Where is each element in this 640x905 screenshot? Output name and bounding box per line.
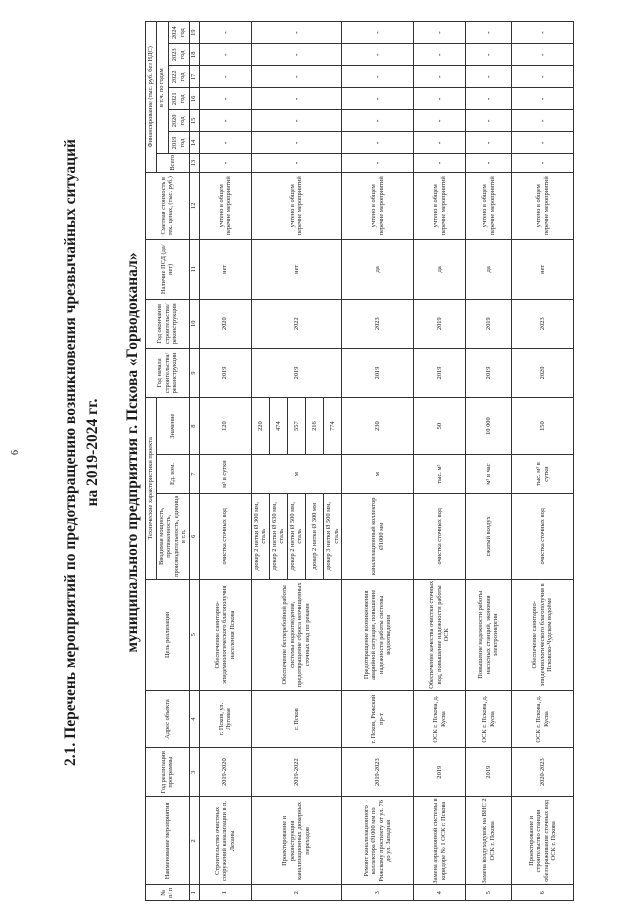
header-name: Наименование мероприятия: [146, 797, 190, 885]
header-year: Год реализации программы: [146, 748, 190, 797]
measure-name: Проектирование и реконструкция канализационных дюкерных переходов: [251, 797, 341, 885]
financing-cell: -: [251, 22, 341, 44]
financing-cell: -: [251, 110, 341, 132]
column-number: 13: [189, 154, 199, 172]
measure-name: Замена аэрационной системы в коридоре № 1 ОСК г. Пскова: [414, 797, 466, 885]
column-number: 19: [189, 22, 199, 44]
implementation-goal: Предотвращение возникновения аварийной ситуации, повышение надежности работы системы водоотведения: [342, 579, 414, 690]
object-address: ОСК г. Пскова, д. Кусва: [414, 691, 466, 748]
header-2022: 2022 год: [168, 66, 189, 88]
value: 220: [251, 398, 269, 455]
implementation-years: 2020-2023: [512, 748, 574, 797]
financing-cell: -: [512, 154, 574, 172]
header-value: Значение: [156, 398, 189, 455]
object-address: г. Псков: [251, 691, 341, 748]
financing-cell: -: [342, 132, 414, 154]
estimated-cost: учтено в общем перечне мероприятий: [342, 172, 414, 239]
financing-cell: -: [414, 22, 466, 44]
start-year: 2020: [512, 348, 574, 397]
title-line-2: на 2019-2024 гг.: [84, 398, 101, 507]
column-number: 17: [189, 66, 199, 88]
psd-flag: да: [414, 239, 466, 299]
table-row: [466, 22, 512, 901]
financing-cell: -: [512, 66, 574, 88]
financing-cell: -: [466, 154, 512, 172]
table-row: [251, 22, 269, 901]
header-goal: Цель реализации: [146, 579, 190, 690]
financing-cell: -: [342, 66, 414, 88]
tech-power: очистка сточных вод: [512, 494, 574, 580]
estimated-cost: учтено в общем перечне мероприятий: [199, 172, 251, 239]
column-number: 16: [189, 88, 199, 110]
financing-cell: -: [251, 66, 341, 88]
column-number: 5: [189, 579, 199, 690]
header-num: № п/ п: [146, 885, 190, 901]
table-row: [414, 22, 466, 901]
financing-cell: -: [512, 44, 574, 66]
implementation-years: 2019-2022: [251, 748, 341, 797]
unit: м: [251, 455, 341, 494]
header-psd: Наличие ПСД (да/нет): [146, 239, 190, 299]
column-number: 7: [189, 455, 199, 494]
header-total: Всего: [156, 154, 189, 172]
header-2021: 2021 год: [168, 88, 189, 110]
financing-cell: -: [466, 44, 512, 66]
measure-name: Замена воздуходувок на ВНС 2 ОСК г. Пскова: [466, 797, 512, 885]
financing-cell: -: [251, 44, 341, 66]
object-address: ОСК г. Пскова, д. Кусва: [512, 691, 574, 748]
value: 557: [287, 398, 305, 455]
implementation-goal: Обеспечение санитарно-эпидемиологического благополучия в Псковско-Чудском водоёме: [512, 579, 574, 690]
psd-flag: да: [466, 239, 512, 299]
financing-cell: -: [414, 44, 466, 66]
row-number: 4: [414, 885, 466, 901]
end-year: 2020: [199, 299, 251, 348]
financing-cell: -: [342, 88, 414, 110]
column-number: 15: [189, 110, 199, 132]
value: 120: [199, 398, 251, 455]
header-unit: Ед. изм.: [156, 455, 189, 494]
header-address: Адрес объекта: [146, 691, 190, 748]
row-number: 6: [512, 885, 574, 901]
implementation-years: 2019-2020: [199, 748, 251, 797]
table-row: [512, 22, 574, 901]
financing-cell: -: [199, 44, 251, 66]
start-year: 2019: [199, 348, 251, 397]
header-fin-sub: в т.ч. по годам: [156, 22, 168, 154]
title-line-1: 2.1. Перечень мероприятий по предотвращению возникновения чрезвычайных ситуаций: [62, 139, 79, 766]
column-number: 10: [189, 299, 199, 348]
header-2023: 2023 год: [168, 44, 189, 66]
row-number: 1: [199, 885, 251, 901]
header-cost: Сметная стоимость в тек. ценах, (тыс. руб.): [146, 172, 190, 239]
financing-cell: -: [199, 88, 251, 110]
value: 230: [342, 398, 414, 455]
unit: тыс. м³ в сутки: [512, 455, 574, 494]
start-year: 2019: [414, 348, 466, 397]
header-tech-power: Вводимая мощность, протяженность, производительность, единица в т.п.: [156, 494, 189, 580]
measure-name: Проектирование и строительство станции обеззараживания сточных вод ОСК г. Пскова: [512, 797, 574, 885]
financing-cell: -: [414, 88, 466, 110]
financing-cell: -: [199, 22, 251, 44]
value: 10 000: [466, 398, 512, 455]
estimated-cost: учтено в общем перечне мероприятий: [251, 172, 341, 239]
header-2020: 2020 год: [168, 110, 189, 132]
object-address: г. Псков, ул. Луговая: [199, 691, 251, 748]
title-line-3: муниципального предприятия г. Пскова «Горводоканал»: [124, 252, 141, 653]
end-year: 2023: [342, 299, 414, 348]
column-number: 11: [189, 239, 199, 299]
financing-cell: -: [414, 66, 466, 88]
measure-name: Ремонт канализационного коллектора Ø1000 мм по Рижскому проспекту от ул. 76 до ул. Западная: [342, 797, 414, 885]
column-number: 1: [189, 885, 199, 901]
financing-cell: -: [512, 88, 574, 110]
column-number: 4: [189, 691, 199, 748]
unit: м³ в сутки: [199, 455, 251, 494]
table-row: [199, 22, 251, 901]
tech-power: дюкер 2 нитки Ø 500 мм, сталь: [287, 494, 305, 580]
column-number: 18: [189, 44, 199, 66]
financing-cell: -: [199, 66, 251, 88]
tech-power: очистка сточных вод: [414, 494, 466, 580]
tech-power: канализационный коллектор Ø1000 мм: [342, 494, 414, 580]
financing-cell: -: [342, 22, 414, 44]
header-2024: 2024 год: [168, 22, 189, 44]
header-fin-group: Финансирование (тыс. руб. без НДС): [146, 22, 157, 173]
financing-cell: -: [466, 88, 512, 110]
value: 150: [512, 398, 574, 455]
financing-cell: -: [342, 44, 414, 66]
start-year: 2019: [342, 348, 414, 397]
financing-cell: -: [199, 110, 251, 132]
psd-flag: нет: [512, 239, 574, 299]
start-year: 2019: [251, 348, 341, 397]
financing-cell: -: [342, 154, 414, 172]
start-year: 2019: [466, 348, 512, 397]
psd-flag: да: [342, 239, 414, 299]
tech-power: очистка сточных вод: [199, 494, 251, 580]
implementation-years: 2019: [414, 748, 466, 797]
financing-cell: -: [512, 22, 574, 44]
end-year: 2019: [414, 299, 466, 348]
measures-table-body: [199, 22, 573, 901]
financing-cell: -: [251, 88, 341, 110]
end-year: 2022: [251, 299, 341, 348]
tech-power: сжатый воздух: [466, 494, 512, 580]
table-row: [342, 22, 414, 901]
column-number: 9: [189, 348, 199, 397]
value: 774: [324, 398, 342, 455]
row-number: 3: [342, 885, 414, 901]
financing-cell: -: [414, 132, 466, 154]
financing-cell: -: [512, 132, 574, 154]
value: 474: [269, 398, 287, 455]
tech-power: дюкер 2 нитки Ø 630 мм, сталь: [269, 494, 287, 580]
object-address: ОСК г. Пскова, д. Кусва: [466, 691, 512, 748]
financing-cell: -: [466, 22, 512, 44]
header-tech-group: Технические характеристики проекта: [146, 398, 157, 579]
psd-flag: нет: [199, 239, 251, 299]
implementation-years: 2019: [466, 748, 512, 797]
row-number: 5: [466, 885, 512, 901]
unit: м: [342, 455, 414, 494]
financing-cell: -: [342, 110, 414, 132]
row-number: 2: [251, 885, 341, 901]
value: 50: [414, 398, 466, 455]
financing-cell: -: [512, 110, 574, 132]
column-number: 12: [189, 172, 199, 239]
financing-cell: -: [414, 110, 466, 132]
tech-power: дюкер 2 нитки Ø 300 мм: [306, 494, 324, 580]
column-number: 8: [189, 398, 199, 455]
column-number: 2: [189, 797, 199, 885]
implementation-years: 2019-2023: [342, 748, 414, 797]
implementation-goal: Обеспечение качества очистки сточных вод, повышение надежности работы ОСК: [414, 579, 466, 690]
column-numbers-row: [189, 22, 199, 901]
end-year: 2023: [512, 299, 574, 348]
page-number: 6: [10, 450, 21, 455]
psd-flag: нет: [251, 239, 341, 299]
column-number: 3: [189, 748, 199, 797]
financing-cell: -: [414, 154, 466, 172]
financing-cell: -: [466, 110, 512, 132]
measures-table-wrapper: [145, 21, 574, 901]
estimated-cost: учтено в общем перечне мероприятий: [512, 172, 574, 239]
tech-power: дюкер 2 нитки Ø 300 мм, сталь: [251, 494, 269, 580]
measure-name: Строительство очистных сооружений канализации в п. Леханы: [199, 797, 251, 885]
implementation-goal: Обеспечение бесперебойной работы системы водоотведения, предотвращение сброса неочищенных сточных вод пп реками: [251, 579, 341, 690]
financing-cell: -: [251, 132, 341, 154]
measures-table: [145, 21, 574, 901]
financing-cell: -: [251, 154, 341, 172]
implementation-goal: Повышение надежности работы насосных станций, экономия электроэнергии: [466, 579, 512, 690]
financing-cell: -: [199, 154, 251, 172]
unit: тыс. м³: [414, 455, 466, 494]
header-2019: 2019 год: [168, 132, 189, 154]
object-address: г. Псков, Рижский пр-т: [342, 691, 414, 748]
column-number: 14: [189, 132, 199, 154]
unit: м³ в час: [466, 455, 512, 494]
header-start: Год начала строительства/ реконструкции: [146, 348, 190, 397]
financing-cell: -: [466, 66, 512, 88]
end-year: 2019: [466, 299, 512, 348]
value: 216: [306, 398, 324, 455]
tech-power: дюкер 3 нитки Ø 500 мм, сталь: [324, 494, 342, 580]
estimated-cost: учтено в общем перечне мероприятий: [414, 172, 466, 239]
financing-cell: -: [466, 132, 512, 154]
estimated-cost: учтено в общем перечне мероприятий: [466, 172, 512, 239]
column-number: 6: [189, 494, 199, 580]
implementation-goal: Обеспечение санитарно-эпидемиологического благополучия населения Пскова: [199, 579, 251, 690]
financing-cell: -: [199, 132, 251, 154]
header-end: Год окончания строительства/ реконструкции: [146, 299, 190, 348]
